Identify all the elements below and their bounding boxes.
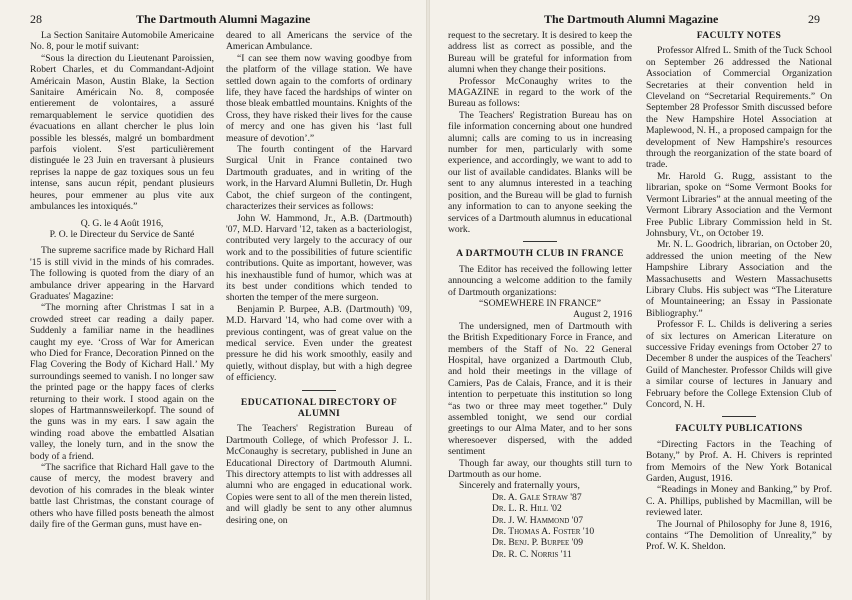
section-divider	[722, 416, 756, 417]
paragraph: The undersigned, men of Dartmouth with the British Expeditionary Force in France, and members of the Staff of No. 22 General Hospital, have organized a Dartmouth Club, and hold their meetings in the village of Camiers, Pas de Calais, France, and it is their intention to perpetuate this institution so long “as two or three may meet together.” Duly assembled tonight, we send our cordial greetings to our Alma Mater, and to her sons wheresoever dispersed, with the added sentiment	[448, 320, 632, 458]
paragraph: La Section Sanitaire Automobile Americaine No. 8, pour le motif suivant:	[30, 30, 214, 53]
paragraph: The Journal of Philosophy for June 8, 1916, contains “The Demolition of Unreality,” by Prof. W. K. Sheldon.	[646, 518, 832, 553]
right-column-1	[448, 30, 632, 560]
heading-line: EDUCATIONAL DIRECTORY OF	[240, 396, 398, 408]
signature-line: Dr. R. C. Norris '11	[492, 548, 572, 560]
paragraph: Mr. Harold G. Rugg, assistant to the librarian, spoke on “Some Vermont Books for Vermont Libraries” at the annual meeting of the Vermont Library Association and the Vermont Free Public Library Commission held in St. Johnsbury, Vt., on October 19.	[646, 170, 832, 239]
signature-line: Dr. A. Gale Straw '87	[492, 491, 582, 503]
right-column-2	[646, 30, 832, 553]
paragraph: P. O. le Directeur du Service de Santé	[49, 228, 195, 240]
section-heading	[226, 397, 412, 420]
left-column-2	[226, 30, 412, 526]
paragraph: “Directing Factors in the Teaching of Botany,” by Prof. A. H. Chivers is reprinted from Memoirs of the New York Botanical Garden, August, 1916.	[646, 438, 832, 485]
paragraph: “Sous la direction du Lieutenant Paroissien, Robert Charles, et du Commandant-Adjoint Américain Mason, Austin Blake, la Section Sanitaire Américain No. 8, composée entierement de volontaires, a assuré remarquablement le service quotidien des évacuations en allant chercher le plus loin possible les blessés, malgré un bombardment parfois violent. S'est particulièrement distinguée le 23 Juin en traversant à plusieurs reprises la nappe de gaz toxiques sous un feu intense, sans aucun répit, pendant plusieurs heures, pour emmener au plus vite aux ambulances les intoxiqués.”	[30, 52, 214, 213]
paragraph: Professor F. L. Childs is delivering a series of six lectures on American Literature on successive Friday evenings from October 27 to December 8 under the auspices of the Teachers' Guild of Manchester. Professor Childs will give a similar course of lectures in January and February before the College Extension Club of Concord, N. H.	[646, 319, 832, 410]
left-running-head: The Dartmouth Alumni Magazine	[136, 12, 311, 26]
signature-line: Dr. Thomas A. Foster '10	[492, 526, 595, 538]
paragraph: Though far away, our thoughts still turn to Dartmouth as our home.	[448, 457, 632, 481]
paragraph: deared to all Americans the service of the American Ambulance.	[226, 30, 412, 53]
section-heading: FACULTY PUBLICATIONS	[675, 423, 803, 435]
paragraph: John W. Hammond, Jr., A.B. (Dartmouth) '07, M.D. Harvard '12, taken as a bacteriologist, contributed very largely to the accuracy of our work and to the possibilities of future scientific contributions. Quite as important, however, was his inexhaustible fund of humor, which was at its best under conditions which tended to shorten the temper of the mere surgeon.	[226, 212, 412, 304]
paragraph: Mr. N. L. Goodrich, librarian, on October 20, addressed the union meeting of the New Hampshire Library Association and the Massachusetts and Western Massachusetts Library Clubs. His subject was “The Literature of Mountaineering; an Essay in Passionate Bibliography.”	[646, 239, 832, 319]
left-column-1	[30, 30, 214, 530]
paragraph: “The sacrifice that Richard Hall gave to the cause of mercy, the modest bravery and devotion of his comrades in the bleak winter battle last Christmas, the constant courage of others who have filled posts beneath the almost daily fire of the German guns, must have en-	[30, 462, 214, 531]
signature-line: Dr. Benj. P. Burpee '09	[492, 537, 584, 549]
paragraph: “The morning after Christmas I sat in a crowded street car reading a daily paper. Suddenly a familiar name in the headlines caught my eye. ‘Cross of War for American who Died for France, Decoration Pinned on the Flag Covering the Body of Kichard Hall.’ My surroundings seemed to vanish. I no longer saw the printed page or the happy faces of clerks returning to their work. I stood again on the slopes of Hartmannsweilerkopf. The sound of the guns was in my ears. I saw again the winding road above the embattled Alsatian valley, the lonely turn, and in the snow the body of a friend.	[30, 302, 214, 462]
right-page-number: 29	[808, 12, 820, 26]
paragraph: The supreme sacrifice made by Richard Hall '15 is still vivid in the minds of his comrades. The following is quoted from the diary of an ambulance driver appearing in the Harvard Graduates' Magazine:	[30, 245, 214, 302]
paragraph: The Teachers' Registration Bureau has on file information concerning about one hundred alumni; calls are coming to us in increasing number for men, particularly with some experience, and accordingly, we want to add to our list of available candidates. Blanks will be sent to any alumnus interested in a teaching position, and the Bureau will be glad to furnish any information to can to anyone seeking the services of a Dartmouth alumnus in educational work.	[448, 109, 632, 235]
paragraph: The fourth contingent of the Harvard Surgical Unit in France contained two Dartmouth graduates, and in writing of the work, in the Harvard Alumni Bulletin, Dr. Hugh Cabot, the chief surgeon of the contingent, characterizes their services as follows:	[226, 144, 412, 213]
paragraph: August 2, 1916	[573, 309, 632, 321]
section-divider	[523, 241, 557, 242]
paragraph: Benjamin P. Burpee, A.B. (Dartmouth) '09, M.D. Harvard '14, who had come over with a previous contingent, was of great value on the medical service. Even under the greatest pressure he did his work smoothly, easily and quietly, without display, but with a high degree of efficiency.	[226, 303, 412, 384]
paragraph: request to the secretary. It is desired to keep the address list as correct as possible, and the Bureau will be grateful for information from alumni when they change their positions.	[448, 30, 632, 76]
left-page-number: 28	[30, 12, 42, 26]
paragraph: The Teachers' Registration Bureau of Dartmouth College, of which Professor J. L. McConaughy is secretary, published in June an Educational Directory of Dartmouth Alumni. This directory attempts to list with addresses all alumni who are engaged in educational work. Copies were sent to all of the men therein listed, and will gladly be sent to any other alumnus desiring one, on	[226, 423, 412, 526]
section-heading: A DARTMOUTH CLUB IN FRANCE	[456, 248, 624, 260]
signature-line: Dr. L. R. Hill '02	[492, 503, 562, 515]
paragraph: “Readings in Money and Banking,” by Prof. C. A. Phillips, published by Macmillan, will be reviewed later.	[646, 484, 832, 519]
right-running-head: The Dartmouth Alumni Magazine	[544, 12, 719, 26]
paragraph: Q. G. le 4 Août 1916,	[80, 217, 164, 229]
paragraph: Professor McConaughy writes to the MAGAZINE in regard to the work of the Bureau as follows:	[448, 75, 632, 110]
section-heading: FACULTY NOTES	[696, 30, 782, 41]
right-page	[428, 0, 852, 600]
paragraph: Sincerely and fraternally yours,	[459, 480, 580, 492]
heading-line: ALUMNI	[297, 408, 341, 419]
section-divider	[302, 390, 336, 391]
paragraph: Professor Alfred L. Smith of the Tuck School on September 26 addressed the National Association of Commercial Organization Secretaries at their convention held in Cleveland on “Secretarial Requirements.” On September 28 Professor Smith discussed before the New Hampshire Hotel Association at Maplewood, N. H., a proposed campaign for the development of New Hampshire's resources through the reorganization of the state board of trade.	[646, 45, 832, 171]
signature-line: Dr. J. W. Hammond '07	[492, 514, 584, 526]
paragraph: “SOMEWHERE IN FRANCE”	[478, 297, 602, 309]
paragraph: The Editor has received the following letter announcing a welcome addition to the family of Dartmouth organizations:	[448, 263, 632, 298]
paragraph: “I can see them now waving goodbye from the platform of the village station. We have settled down again to the comforts of ordinary life, they have faced the hardships of winter on those bleak embattled mountains. Knights of the Cross, they have risked their lives for the cause of mercy and one has given his ‘last full measure of devotion’.”	[226, 52, 412, 144]
